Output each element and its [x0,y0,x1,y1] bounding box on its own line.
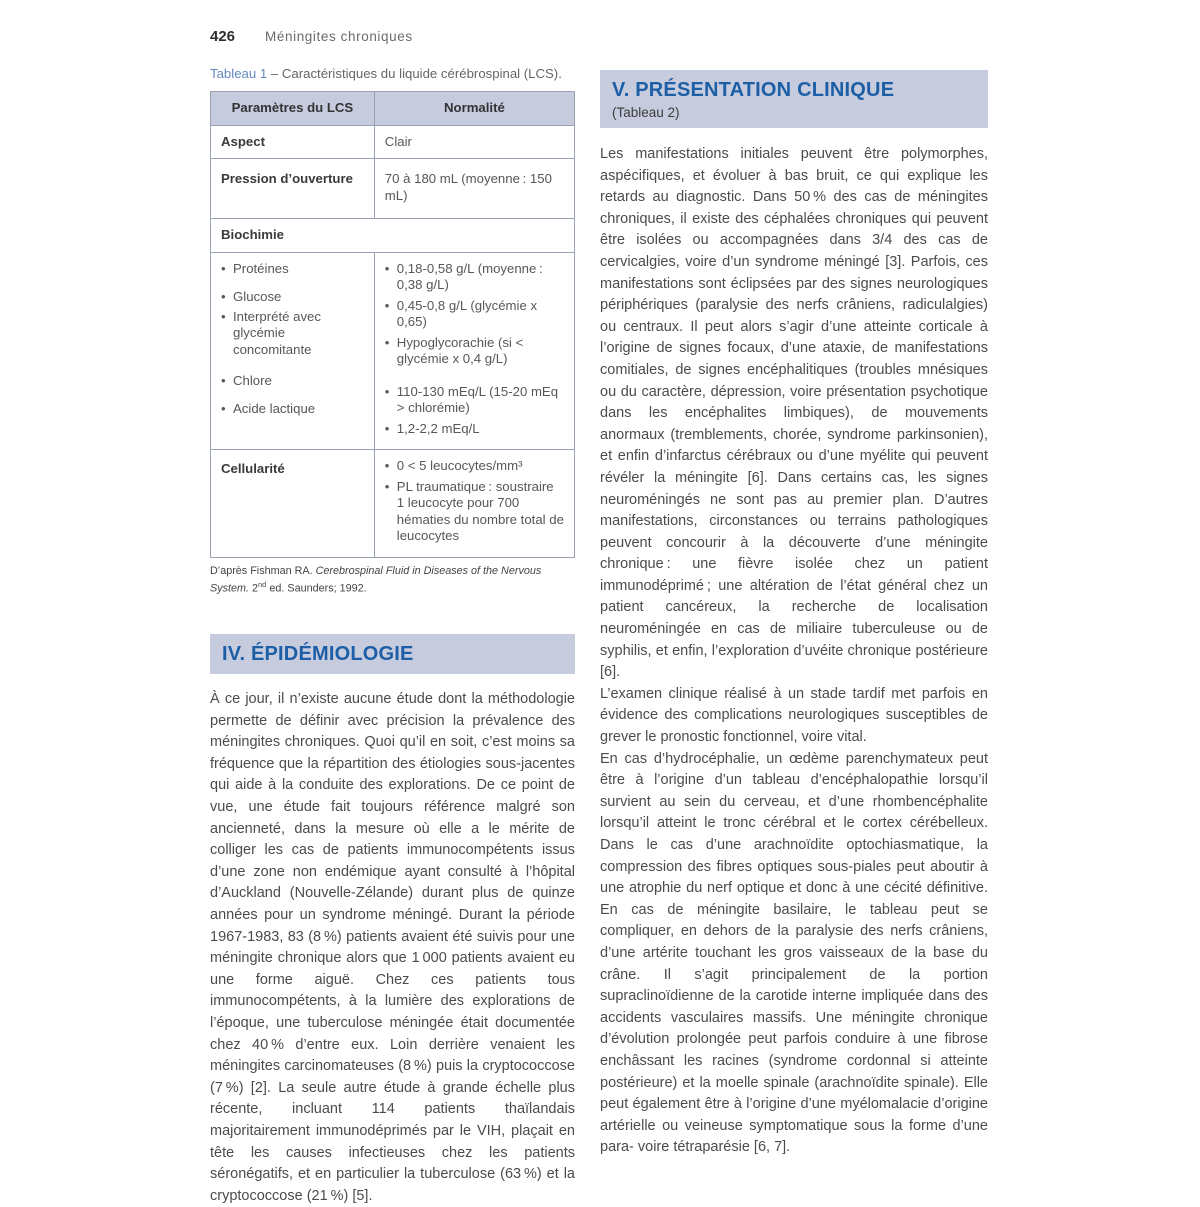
column-header-normality: Normalité [374,92,574,126]
cellularite-values-cell [374,450,574,558]
page-number: 426 [210,28,236,45]
biochimie-values-cell [374,252,574,450]
running-title: Méningites chroniques [265,29,413,44]
value-leucocytes: 0 < 5 leucocytes/mm³ [396,458,523,473]
list-item [221,289,364,306]
list-item [221,261,364,278]
bullet-icon: • [384,383,390,399]
footnote-mid: 2 [249,582,259,595]
clinical-paragraph-1: Les manifestations initiales peuvent être polymorphes, aspécifiques, et évoluer à bas bruit, ce qui explique les retards au diagnostic. Dans 50 % des cas de méningites chroniques, il existe des céphalées chroniques qui peuvent être isolées ou accompagnées dans 3/4 des cas de cervicalgies, voire d’un syndrome méningé [3]. Parfois, ces manifestations sont éclipsées par des signes neurologiques périphériques (paralysie des nerfs crâniens, radiculalgies) ou centraux. Il peut alors s’agir d’une atteinte corticale à l’origine de signes focaux, d’une ataxie, de manifestations comitiales, de signes encéphalitiques (troubles mnésiques ou du caractère, dépression, voire présentation psychotique dans les encéphalites limbiques), de mouvements anormaux (tremblements, chorée, syndrome parkinsonien), et enfin d’infarctus cérébraux ou d’une myélite qui peuvent révéler la méningite [6]. Dans certains cas, les signes neuroméningés ne sont pas au premier plan. D’autres manifestations, circonstances ou terrains pathologiques peuvent concourir à la découverte d’une méningite chronique : une fièvre isolée chez un patient immunodéprimé ; une altération de l’état général chez un patient cancéreux, la recherche de localisation neuroméningée en cas de miliaire tuberculeuse ou de syphilis, et enfin, l’exploration d’uvéite chronique postérieure [6]. [600,146,988,681]
footnote-title: Cerebrospinal Fluid in Diseases of the Nervous System. [210,564,542,595]
footnote-superscript: nd [258,580,267,589]
bullet-icon: • [221,308,226,324]
biochimie-params-cell [211,252,375,450]
param-interprete: Interprété avec glycémie concomitante [233,308,321,357]
section-iv-heading: IV. ÉPIDÉMIOLOGIE [222,643,414,666]
aspect-label: Aspect [211,125,375,159]
column-header-parameters: Paramètres du LCS [211,92,375,126]
param-proteines: Protéines [233,260,289,276]
epidemiology-body [210,689,575,1207]
bullet-icon: • [221,373,226,388]
right-column [600,70,988,1159]
section-v-subtitle: (Tableau 2) [612,105,680,120]
bullet-icon: • [384,297,390,313]
list-item [385,335,564,368]
param-acide-lactique: Acide lactique [233,400,316,416]
bullet-icon: • [221,289,226,304]
section-v-heading: V. PRÉSENTATION CLINIQUE [612,79,895,101]
section-v-heading-box [600,70,988,128]
table-row-biochimie [211,252,575,450]
pression-value: 70 à 180 mL (moyenne : 150 mL) [374,159,574,219]
list-item [385,479,564,545]
table-row-cellularite [211,450,575,558]
table-row-pression [211,159,575,219]
list-item [385,458,564,475]
csf-table [210,91,575,558]
param-chlore: Chlore [233,373,272,388]
page-header [210,28,413,45]
biochimie-section-label: Biochimie [211,219,575,253]
bullet-icon: • [221,400,226,416]
bullet-icon: • [221,260,226,276]
bullet-icon: • [384,478,390,494]
bullet-icon: • [384,420,390,436]
clinical-body [600,144,988,1159]
left-column [210,66,575,1207]
list-item [221,373,364,390]
list-item [385,298,564,331]
table-caption-text: – Caractéristiques du liquide cérébrospinal (LCS). [267,66,562,81]
table-caption [210,66,575,81]
list-item [385,421,564,438]
clinical-paragraph-3: En cas d’hydrocéphalie, un œdème parenchymateux peut être à l’origine d’un tableau d’encéphalopathie lorsqu’il survient au sein du cerveau, et d’une rhombencéphalite lorsqu’il atteint le tronc cérébral et le cortex cérébelleux. Dans le cas d’une arachnoïdite optochiasmatique, la compression des fibres optiques sous-piales peut aboutir à une atrophie du nerf optique et donc à une cécité définitive. En cas de méningite basilaire, le tableau peut se compliquer, en dehors de la paralysie des nerfs crâniens, d’une artérite touchant les gros vaisseaux de la base du crâne. Il s’agit principalement de la portion supraclinoïdienne de la carotide interne impliquée dans des accidents vasculaires massifs. Une méningite chronique d’évolution prolongée peut parfois conduire à une fibrose enchâssant les racines (syndrome cordonnal si atteinte postérieure) et la moelle spinale (arachnoïdite spinale). Elle peut également être à l’origine d’une myélomalacie d’origine artérielle ou veineuse symptomatique sous la forme d’une para- voire tétraparésie [6, 7]. [600,750,988,1156]
value-proteines: 0,18-0,58 g/L (moyenne : 0,38 g/L) [396,260,543,292]
table-caption-label: Tableau 1 [210,66,268,81]
cellularite-values-list [385,458,564,545]
value-hypoglycorachie: Hypoglycorachie (si < glycémie x 0,4 g/L) [396,334,524,366]
footnote-pre: D’après Fishman RA. [210,564,316,577]
pression-label: Pression d’ouverture [211,159,375,219]
biochimie-params-list [221,261,364,418]
param-glucose: Glucose [233,289,282,304]
list-item [385,384,564,417]
value-pl-traumatique: PL traumatique : soustraire 1 leucocyte pour 700 hématies du nombre total de leucocytes [396,478,564,543]
list-item [385,261,564,294]
list-item [221,309,364,359]
clinical-paragraph-2: L’examen clinique réalisé à un stade tardif met parfois en évidence des complications neurologiques susceptibles de grever le pronostic fonctionnel, voire vital. [600,685,988,746]
table-header-row [211,92,575,126]
table-source-note [210,565,575,597]
value-chlore: 110-130 mEq/L (15-20 mEq > chlorémie) [396,383,559,415]
bullet-icon: • [384,260,390,276]
biochimie-values-list [385,261,564,438]
bullet-icon: • [384,334,390,350]
list-item [221,401,364,418]
table-row-biochimie-header [211,219,575,253]
footnote-post: ed. Saunders; 1992. [266,582,367,595]
cellularite-label: Cellularité [211,450,375,558]
aspect-value: Clair [374,125,574,159]
table-row-aspect [211,125,575,159]
bullet-icon: • [384,458,390,473]
value-glucose: 0,45-0,8 g/L (glycémie x 0,65) [396,297,538,329]
value-acide-lactique: 1,2-2,2 mEq/L [396,420,480,436]
section-iv-heading-box [210,634,575,674]
epidemiology-paragraph: À ce jour, il n’existe aucune étude dont la méthodologie permette de définir avec précision la prévalence des méningites chroniques. Quoi qu’il en soit, c’est moins sa fréquence que la répartition des étiologies sous-jacentes qui aide à la conduite des explorations. De ce point de vue, une étude fait toujours référence malgré son ancienneté, dans la mesure où elle a le mérite de colliger les cas de patients immunocompétents issus d’une zone non endémique ayant consulté à l’hôpital d’Auckland (Nouvelle-Zélande) durant plus de quinze années pour un syndrome méningé. Durant la période 1967-1983, 83 (8 %) patients avaient été suivis pour une méningite chronique alors que 1 000 patients avaient eu une forme aiguë. Chez ces patients tous immunocompétents, à la lumière des explorations de l’époque, une tuberculose méningée était documentée chez 40 % d’entre eux. Loin derrière venaient les méningites carcinomateuses (8 %) puis la cryptococcose (7 %) [2]. La seule autre étude à grande échelle plus récente, incluant 114 patients thaïlandais majoritairement immunodéprimés par le VIH, plaçait en tête les causes infectieuses chez les patients séronégatifs, et en particulier la tuberculose (63 %) et la cryptococcose (21 %) [5]. [210,691,575,1204]
